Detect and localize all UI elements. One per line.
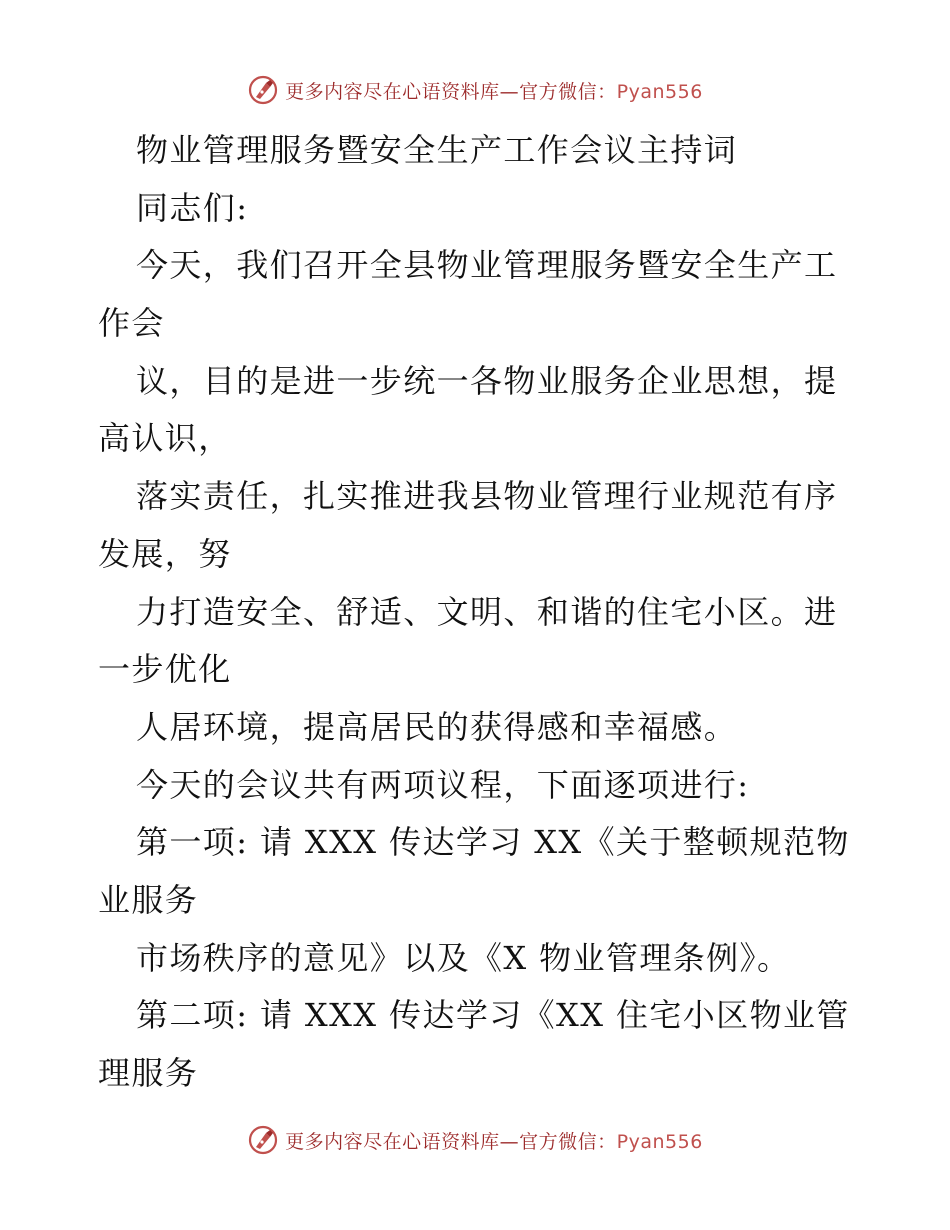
document-line: 今天，我们召开全县物业管理服务暨安全生产工 [136,246,838,285]
footer-watermark-text [285,1127,703,1154]
document-line: 作会 [98,304,165,343]
document-line: 一步优化 [98,650,232,689]
document-title: 物业管理服务暨安全生产工作会议主持词 [136,131,738,169]
header-watermark-banner [0,70,950,110]
header-watermark-label: 更多内容尽在心语资料库—官方微信： [285,80,617,103]
document-line: 今天的会议共有两项议程，下面逐项进行: [136,765,750,804]
footer-watermark-group [247,1124,703,1156]
document-line: 高认识， [98,419,232,458]
document-line: 力打造安全、舒适、文明、和谐的住宅小区。进 [136,592,838,631]
footer-watermark-label: 更多内容尽在心语资料库—官方微信： [285,1130,617,1153]
document-line: 落实责任，扎实推进我县物业管理行业规范有序 [136,477,838,516]
document-line: 同志们: [136,188,249,227]
document-line: 业服务 [98,880,199,919]
document-line: 第二项: 请 XXX 传达学习《XX 住宅小区物业管 [136,996,850,1035]
header-watermark-group [247,74,703,106]
document-line: 人居环境，提高居民的获得感和幸福感。 [136,707,738,746]
header-watermark-text [285,77,703,104]
pen-nib-logo-icon [247,74,279,106]
document-line: 议，目的是进一步统一各物业服务企业思想，提 [136,361,838,400]
document-line: 市场秩序的意见》以及《X 物业管理条例》。 [136,938,791,977]
document-body [98,122,858,1103]
document-line: 第一项: 请 XXX 传达学习 XX《关于整顿规范物 [136,823,850,862]
pen-nib-logo-icon [247,1124,279,1156]
header-watermark-handle: Pyan556 [616,80,703,103]
footer-watermark-handle: Pyan556 [616,1130,703,1153]
footer-watermark-banner [0,1120,950,1160]
document-line: 发展，努 [98,534,232,573]
document-line: 理服务 [98,1054,199,1092]
